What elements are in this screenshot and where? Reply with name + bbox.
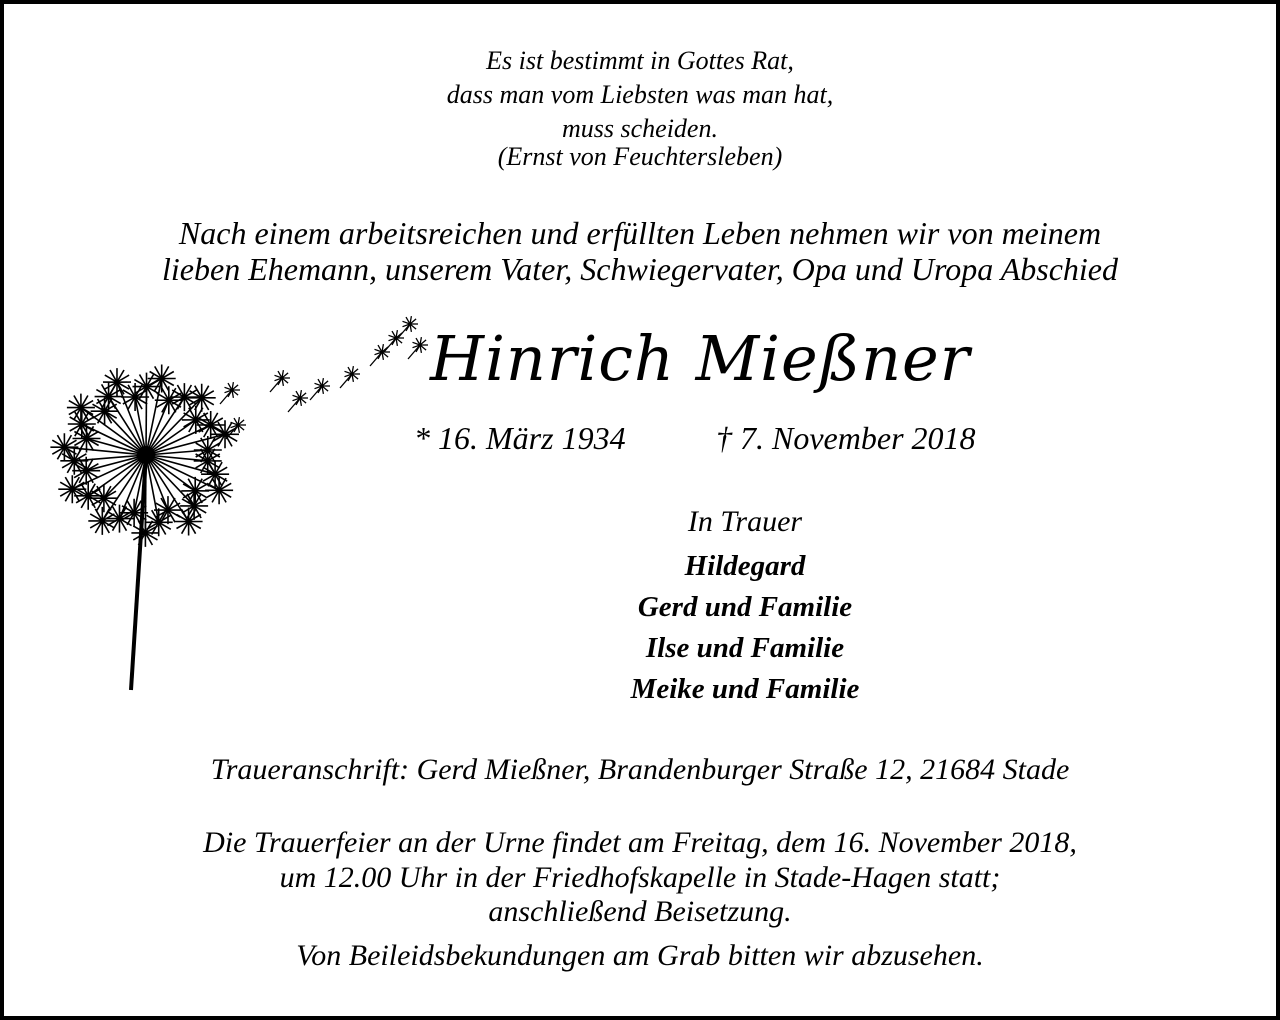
intro-line: Nach einem arbeitsreichen und erfüllten Leben nehmen wir von meinem: [178, 215, 1102, 251]
death-date: † 7. November 2018: [716, 420, 976, 456]
poem-line: muss scheiden.: [562, 114, 718, 143]
mourning-heading: In Trauer: [687, 505, 803, 538]
closing-note: Von Beileidsbekundungen am Grab bitten wir abzusehen.: [296, 939, 984, 972]
birth-date: * 16. März 1934: [414, 420, 626, 456]
ceremony-line: um 12.00 Uhr in der Friedhofskapelle in Stade-Hagen statt;: [279, 861, 1001, 894]
poem-line: Es ist bestimmt in Gottes Rat,: [486, 46, 794, 75]
mourner-name: Meike und Familie: [630, 673, 860, 705]
poem-line: dass man vom Liebsten was man hat,: [446, 80, 834, 109]
mourner-name: Hildegard: [684, 550, 806, 582]
deceased-name: Hinrich Mießner: [430, 322, 971, 395]
poem-author: (Ernst von Feuchtersleben): [497, 142, 783, 171]
ceremony-line: Die Trauerfeier an der Urne findet am Freitag, dem 16. November 2018,: [203, 826, 1077, 859]
mourner-name: Gerd und Familie: [637, 591, 853, 623]
mourning-address: Traueranschrift: Gerd Mießner, Brandenburger Straße 12, 21684 Stade: [210, 753, 1070, 786]
ceremony-line: anschließend Beisetzung.: [488, 895, 792, 928]
mourner-name: Ilse und Familie: [645, 632, 845, 664]
intro-line: lieben Ehemann, unserem Vater, Schwiegervater, Opa und Uropa Abschied: [162, 251, 1118, 287]
